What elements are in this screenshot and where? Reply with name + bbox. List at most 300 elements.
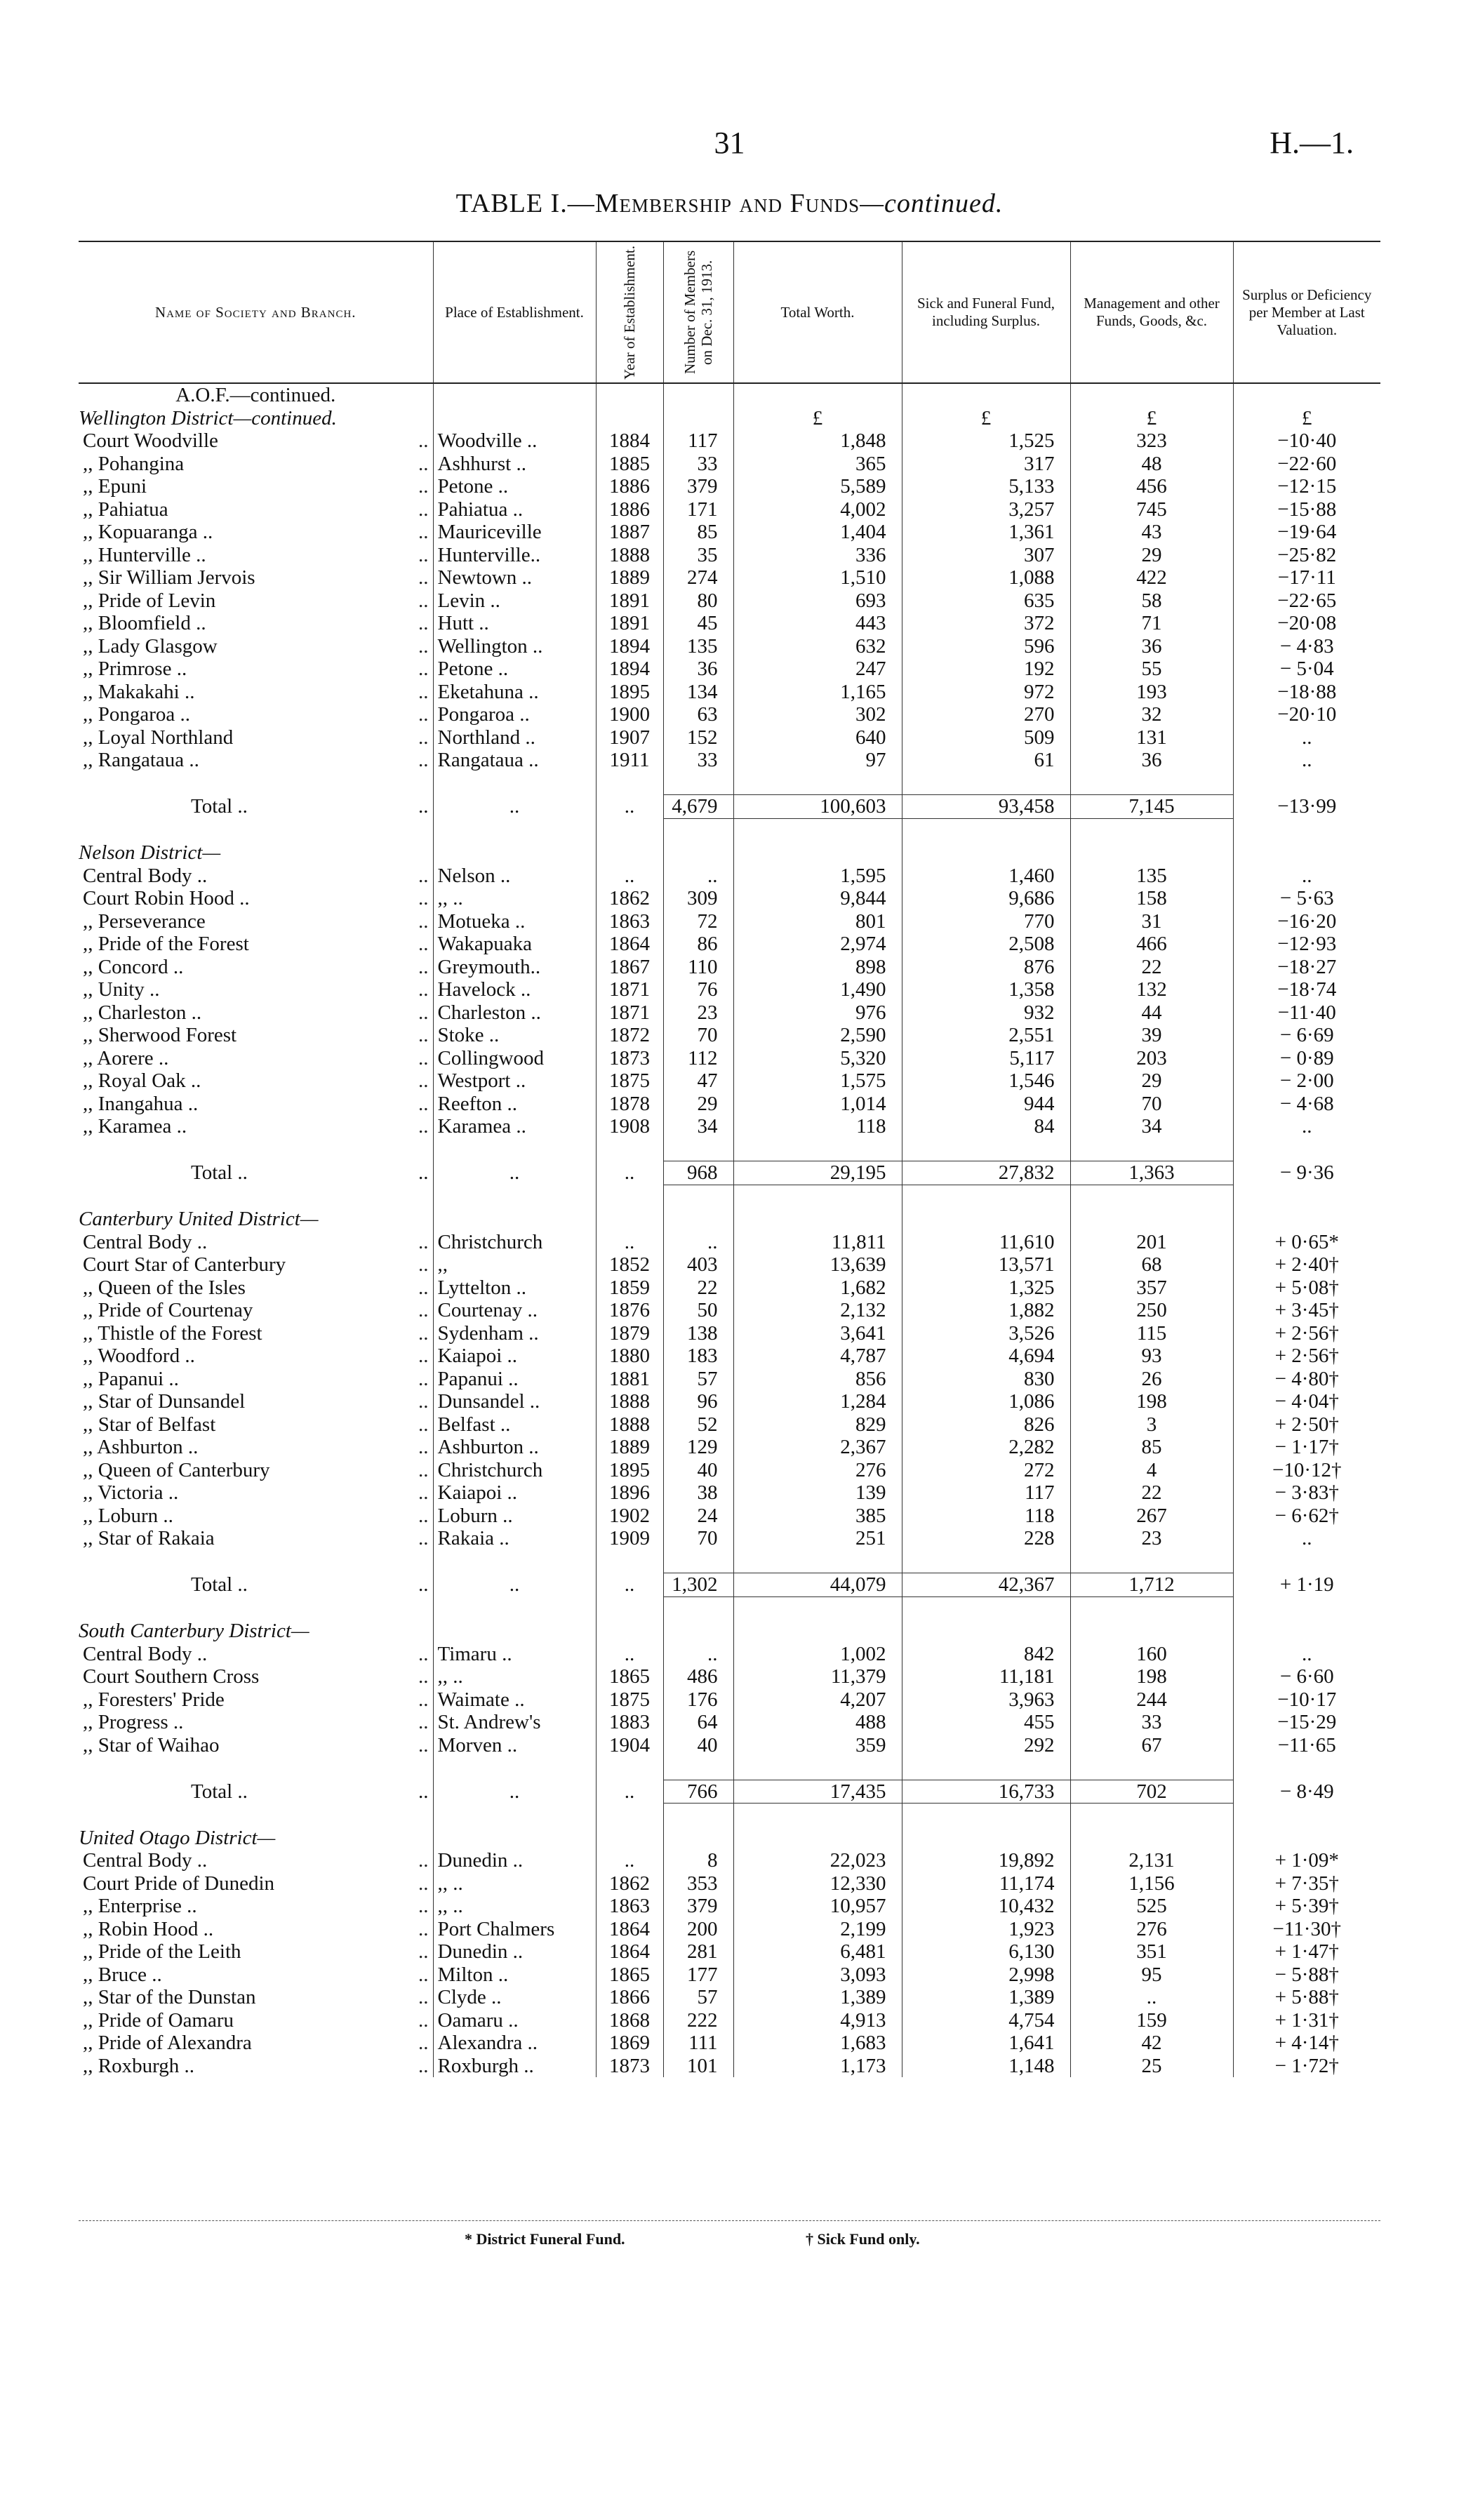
spacer-cell [733,1596,902,1620]
leader-dots: .. [418,1963,429,1986]
cell-members: 86 [663,933,733,956]
leader-dots: .. [418,1458,429,1481]
cell-surplus: + 1·47† [1233,1940,1380,1964]
cell-place: Wakapuaka [433,933,596,956]
cell-mgmt: 525 [1070,1895,1233,1918]
cell-worth: 6,481 [733,1940,902,1964]
spacer-cell [902,1138,1070,1161]
cell-worth: 2,199 [733,1918,902,1941]
total-label: Total .. [191,1573,248,1596]
cell-sick: 6,130 [902,1940,1070,1964]
cell-place: ,, .. [433,887,596,910]
cell-mgmt: 32 [1070,703,1233,726]
cell-mgmt: 2,131 [1070,1849,1233,1872]
cell-place: Northland .. [433,726,596,749]
spacer-cell [596,1596,663,1620]
empty-cell [1070,1208,1233,1231]
branch-name: ,, Inangahua .. [83,1092,199,1115]
total-sick: 42,367 [902,1573,1070,1597]
leader-dots: .. [418,1321,429,1345]
table-row [79,1299,1380,1322]
branch-name-cell [79,865,433,888]
cell-place: Wellington .. [433,635,596,658]
column-header-members-text: Number of Members on Dec. 31, 1913. [681,250,715,375]
branch-name-cell [79,453,433,476]
cell-worth: 1,595 [733,865,902,888]
empty-cell [596,383,663,407]
district-heading-row [79,1827,1380,1850]
branch-name: ,, Queen of the Isles [83,1276,246,1299]
cell-year: 1908 [596,1115,663,1138]
leader-dots: .. [418,1711,429,1733]
branch-name: ,, Foresters' Pride [83,1688,225,1711]
spacer-cell [1233,1596,1380,1620]
cell-sick: 2,282 [902,1436,1070,1459]
cell-sick: 3,257 [902,498,1070,521]
cell-worth: 2,367 [733,1436,902,1459]
cell-place: Waimate .. [433,1688,596,1712]
branch-name: ,, Kopuaranga .. [83,521,213,543]
page-number: 31 [714,126,745,160]
cell-year: 1907 [596,726,663,749]
leader-dots: .. [418,1024,429,1046]
empty-cell [433,383,596,407]
table-row [79,703,1380,726]
total-year: .. [596,1573,663,1597]
cell-year: 1867 [596,956,663,979]
leader-dots: .. [418,1001,429,1024]
cell-year: 1865 [596,1964,663,1987]
table-row [79,1895,1380,1918]
leader-dots: .. [418,1872,429,1895]
branch-name-cell [79,475,433,498]
table-row [79,681,1380,704]
branch-name-cell [79,1895,433,1918]
cell-mgmt: 29 [1070,544,1233,567]
cell-place: Dunedin .. [433,1940,596,1964]
spacer-cell [433,1138,596,1161]
spacer-cell [1233,1804,1380,1827]
spacer-cell [902,1804,1070,1827]
leader-dots: .. [418,2008,429,2032]
branch-name: ,, Pride of Alexandra [83,2032,252,2054]
cell-sick: 455 [902,1711,1070,1734]
cell-year: 1909 [596,1527,663,1550]
cell-members: 47 [663,1069,733,1093]
branch-name: Court Star of Canterbury [83,1253,286,1276]
column-header-members [663,241,733,383]
spacer-cell [733,1804,902,1827]
total-place: .. [433,1161,596,1185]
table-row [79,978,1380,1001]
leader-dots: .. [418,1504,429,1527]
cell-place: Alexandra .. [433,2032,596,2055]
cell-year: 1900 [596,703,663,726]
branch-name: ,, Royal Oak .. [83,1069,201,1092]
cell-worth: 1,002 [733,1643,902,1666]
leader-dots: .. [418,2032,429,2054]
empty-cell [663,407,733,430]
cell-place: Belfast .. [433,1413,596,1436]
table-row [79,1849,1380,1872]
cell-mgmt: 71 [1070,612,1233,635]
cell-sick: 2,998 [902,1964,1070,1987]
table-row [79,749,1380,772]
branch-name-cell [79,1940,433,1964]
cell-year: 1865 [596,1665,663,1688]
cell-place: Hunterville.. [433,544,596,567]
cell-surplus: .. [1233,1527,1380,1550]
empty-cell [733,841,902,865]
empty-cell [902,1827,1070,1850]
branch-name-cell [79,1299,433,1322]
cell-mgmt: 267 [1070,1505,1233,1528]
cell-place: Hutt .. [433,612,596,635]
cell-mgmt: 23 [1070,1527,1233,1550]
cell-mgmt: 131 [1070,726,1233,749]
cell-mgmt: 48 [1070,453,1233,476]
total-row [79,1780,1380,1804]
cell-worth: 488 [733,1711,902,1734]
spacer-cell [663,1756,733,1780]
leader-dots: .. [418,1230,429,1253]
cell-year: 1871 [596,978,663,1001]
cell-year: 1866 [596,1986,663,2009]
district-heading-row [79,1620,1380,1643]
leader-dots: .. [418,1780,429,1803]
cell-place: Rakaia .. [433,1527,596,1550]
table-row [79,1322,1380,1345]
cell-year: 1864 [596,1918,663,1941]
total-label-cell [79,1573,433,1597]
table-row [79,612,1380,635]
total-members: 1,302 [663,1573,733,1597]
table-row [79,1665,1380,1688]
cell-mgmt: 39 [1070,1024,1233,1047]
branch-name: ,, Victoria .. [83,1481,179,1504]
cell-year: 1891 [596,589,663,613]
cell-place: ,, [433,1253,596,1276]
branch-name: ,, Pongaroa .. [83,703,191,726]
cell-year: 1888 [596,544,663,567]
cell-surplus: − 2·00 [1233,1069,1380,1093]
cell-sick: 1,086 [902,1390,1070,1413]
cell-mgmt: 115 [1070,1322,1233,1345]
cell-mgmt: 25 [1070,2055,1233,2078]
cell-surplus: −17·11 [1233,566,1380,589]
leader-dots: .. [418,634,429,658]
cell-surplus: −18·27 [1233,956,1380,979]
cell-worth: 365 [733,453,902,476]
leader-dots: .. [418,589,429,612]
leader-dots: .. [418,1253,429,1276]
branch-name: ,, Epuni [83,475,147,498]
section-spacer [79,1596,1380,1620]
branch-name-cell [79,887,433,910]
cell-worth: 1,683 [733,2032,902,2055]
branch-name: ,, Makakahi .. [83,680,195,703]
leader-dots: .. [418,1345,429,1367]
leader-dots: .. [418,1413,429,1436]
cell-surplus: −15·88 [1233,498,1380,521]
cell-surplus: −22·60 [1233,453,1380,476]
cell-surplus: −12·15 [1233,475,1380,498]
cell-members: 40 [663,1734,733,1757]
empty-cell [1233,1827,1380,1850]
leader-dots: .. [418,726,429,749]
cell-worth: 9,844 [733,887,902,910]
branch-name: ,, Star of Belfast [83,1413,216,1436]
branch-name-cell [79,1481,433,1505]
total-worth: 100,603 [733,795,902,819]
empty-cell [663,383,733,407]
total-year: .. [596,1161,663,1185]
cell-year: 1885 [596,453,663,476]
branch-name-cell [79,1368,433,1391]
branch-name: ,, Charleston .. [83,1001,202,1024]
table-row [79,566,1380,589]
empty-cell [733,1208,902,1231]
branch-name-cell [79,544,433,567]
cell-worth: 12,330 [733,1872,902,1895]
empty-cell [1070,1827,1233,1850]
cell-members: 24 [663,1505,733,1528]
spacer-cell [1233,772,1380,795]
cell-year: 1880 [596,1345,663,1368]
branch-name: Court Robin Hood .. [83,887,250,909]
cell-year: 1871 [596,1001,663,1025]
table-row [79,2032,1380,2055]
leader-dots: .. [418,978,429,1001]
branch-name-cell [79,726,433,749]
cell-members: 36 [663,658,733,681]
branch-name-cell [79,1345,433,1368]
empty-cell [433,841,596,865]
table-body [79,383,1380,2077]
total-label-cell [79,1780,433,1804]
table-row [79,1711,1380,1734]
cell-members: 96 [663,1390,733,1413]
column-header-surplus: Surplus or Deficiency per Member at Last Valuation. [1233,241,1380,383]
cell-members: 379 [663,475,733,498]
cell-place: Loburn .. [433,1505,596,1528]
cell-worth: 2,590 [733,1024,902,1047]
cell-mgmt: 198 [1070,1665,1233,1688]
cell-place: Lyttelton .. [433,1276,596,1300]
cell-worth: 385 [733,1505,902,1528]
currency-symbol: £ [1233,407,1380,430]
leader-dots: .. [418,864,429,887]
cell-place: Westport .. [433,1069,596,1093]
cell-members: 63 [663,703,733,726]
cell-mgmt: 34 [1070,1115,1233,1138]
leader-dots: .. [418,1115,429,1138]
table-row [79,1505,1380,1528]
cell-year: 1881 [596,1368,663,1391]
cell-surplus: + 5·08† [1233,1276,1380,1300]
branch-name-cell [79,1872,433,1895]
empty-cell [433,1208,596,1231]
total-spacer [79,772,1380,795]
cell-sick: 307 [902,544,1070,567]
cell-worth: 3,093 [733,1964,902,1987]
spacer-cell [1070,818,1233,841]
cell-surplus: .. [1233,726,1380,749]
cell-mgmt: 135 [1070,865,1233,888]
table-row [79,1643,1380,1666]
cell-sick: 1,923 [902,1918,1070,1941]
total-mgmt: 702 [1070,1780,1233,1804]
branch-name-cell [79,1413,433,1436]
total-surplus: − 9·36 [1233,1161,1380,1185]
branch-name: ,, Ashburton .. [83,1436,199,1458]
total-mgmt: 7,145 [1070,795,1233,819]
cell-worth: 5,320 [733,1047,902,1070]
cell-worth: 276 [733,1459,902,1482]
empty-cell [433,407,596,430]
cell-mgmt: 357 [1070,1276,1233,1300]
cell-sick: 11,174 [902,1872,1070,1895]
total-label: Total .. [191,1161,248,1184]
total-year: .. [596,1780,663,1804]
cell-surplus: − 6·69 [1233,1024,1380,1047]
cell-sick: 9,686 [902,887,1070,910]
branch-name-cell [79,635,433,658]
cell-surplus: − 6·62† [1233,1505,1380,1528]
cell-mgmt: 276 [1070,1918,1233,1941]
cell-worth: 1,510 [733,566,902,589]
cell-members: 403 [663,1253,733,1276]
branch-name-cell [79,1918,433,1941]
cell-worth: 640 [733,726,902,749]
spacer-cell [1070,1804,1233,1827]
leader-dots: .. [418,1733,429,1756]
leader-dots: .. [418,1940,429,1963]
branch-name-cell [79,1231,433,1254]
cell-place: Nelson .. [433,865,596,888]
cell-sick: 842 [902,1643,1070,1666]
cell-surplus: −10·17 [1233,1688,1380,1712]
cell-members: 33 [663,749,733,772]
currency-symbol: £ [1070,407,1233,430]
cell-surplus: −11·30† [1233,1918,1380,1941]
branch-name-cell [79,658,433,681]
cell-mgmt: 42 [1070,2032,1233,2055]
cell-members: 34 [663,1115,733,1138]
empty-cell [596,1620,663,1643]
branch-name-cell [79,1436,433,1459]
cell-members: 57 [663,1986,733,2009]
table-row [79,956,1380,979]
cell-mgmt: 36 [1070,635,1233,658]
cell-surplus: .. [1233,749,1380,772]
branch-name-cell [79,1643,433,1666]
cell-worth: 1,389 [733,1986,902,2009]
footnote-star: * District Funeral Fund. [465,2230,625,2248]
cell-mgmt: 85 [1070,1436,1233,1459]
cell-place: Eketahuna .. [433,681,596,704]
column-header-year [596,241,663,383]
total-worth: 44,079 [733,1573,902,1597]
district-heading-row [79,1208,1380,1231]
spacer-cell [733,1138,902,1161]
cell-year: 1862 [596,1872,663,1895]
branch-name: ,, Woodford .. [83,1345,195,1367]
cell-sick: 84 [902,1115,1070,1138]
spacer-cell [1070,1550,1233,1573]
cell-worth: 251 [733,1527,902,1550]
cell-surplus: −16·20 [1233,910,1380,933]
cell-sick: 770 [902,910,1070,933]
spacer-cell [663,772,733,795]
branch-name-cell [79,566,433,589]
cell-members: 33 [663,453,733,476]
cell-surplus: −19·64 [1233,521,1380,544]
cell-sick: 292 [902,1734,1070,1757]
table-row [79,910,1380,933]
cell-place: Christchurch [433,1231,596,1254]
branch-name-cell [79,589,433,613]
branch-name-cell [79,681,433,704]
branch-name: Court Pride of Dunedin [83,1872,275,1895]
leader-dots: .. [418,1069,429,1092]
total-sick: 27,832 [902,1161,1070,1185]
table-row [79,544,1380,567]
cell-worth: 693 [733,589,902,613]
cell-sick: 11,610 [902,1231,1070,1254]
cell-sick: 270 [902,703,1070,726]
leader-dots: .. [418,543,429,566]
branch-name-cell [79,1734,433,1757]
cell-sick: 4,694 [902,1345,1070,1368]
branch-name-cell [79,1024,433,1047]
cell-year: 1863 [596,910,663,933]
cell-members: 80 [663,589,733,613]
currency-symbol: £ [733,407,902,430]
cell-surplus: + 3·45† [1233,1299,1380,1322]
cell-sick: 372 [902,612,1070,635]
cell-year: 1875 [596,1688,663,1712]
branch-name: Court Southern Cross [83,1665,260,1688]
table-row [79,589,1380,613]
total-members: 4,679 [663,795,733,819]
cell-place: Rangataua .. [433,749,596,772]
footnote-dagger: † Sick Fund only. [806,2230,920,2248]
cell-worth: 11,811 [733,1231,902,1254]
table-row [79,1413,1380,1436]
cell-mgmt: 22 [1070,1481,1233,1505]
branch-name: ,, Bruce .. [83,1963,162,1986]
spacer-cell [733,772,902,795]
spacer-cell [596,1756,663,1780]
cell-surplus: + 0·65* [1233,1231,1380,1254]
column-header-place: Place of Establishment. [433,241,596,383]
cell-mgmt: 203 [1070,1047,1233,1070]
cell-mgmt: 351 [1070,1940,1233,1964]
cell-members: 183 [663,1345,733,1368]
spacer-cell [663,1185,733,1208]
cell-mgmt: 4 [1070,1459,1233,1482]
table-row [79,2055,1380,2078]
cell-year: 1869 [596,2032,663,2055]
cell-mgmt: 250 [1070,1299,1233,1322]
branch-name: ,, Hunterville .. [83,543,206,566]
table-row [79,887,1380,910]
cell-year: 1862 [596,887,663,910]
district-heading-row [79,841,1380,865]
page-reference: H.—1. [1270,126,1354,160]
total-mgmt: 1,712 [1070,1573,1233,1597]
